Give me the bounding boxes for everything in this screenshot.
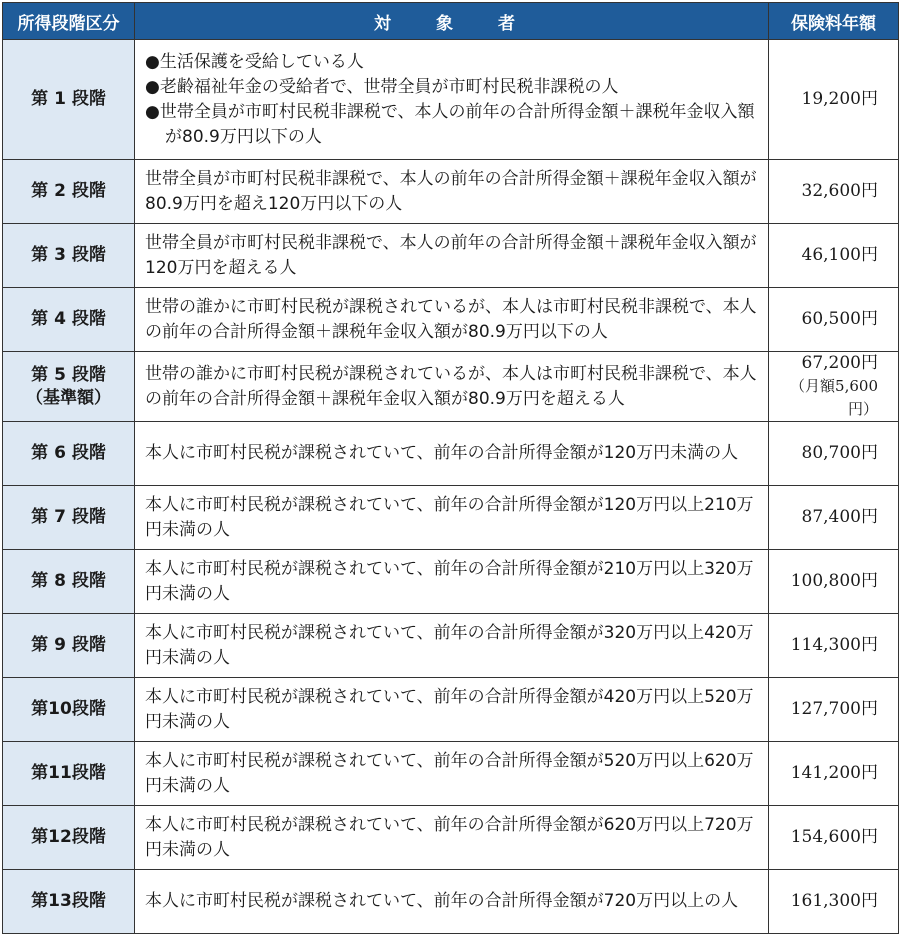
fee-amount: 67,200円 [801, 353, 878, 373]
target-text: 本人に市町村民税が課税されていて、前年の合計所得金額が720万円以上の人 [145, 891, 739, 911]
premium-table [2, 2, 899, 934]
table-row [3, 806, 899, 870]
target-cell [135, 742, 769, 806]
fee-monthly: （月額5,600円） [790, 377, 878, 418]
stage-cell [3, 160, 135, 224]
target-text: 世帯の誰かに市町村民税が課税されているが、本人は市町村民税非課税で、本人の前年の合計所得金額＋課税年金収入額が80.9万円以下の人 [145, 296, 757, 342]
fee-amount: 141,200円 [790, 763, 878, 783]
target-cell [135, 224, 769, 288]
table-row [3, 224, 899, 288]
stage-cell [3, 288, 135, 352]
table-row [3, 614, 899, 678]
stage-cell [3, 224, 135, 288]
target-cell [135, 870, 769, 934]
target-text: 本人に市町村民税が課税されていて、前年の合計所得金額が120万円未満の人 [145, 443, 739, 463]
stage-label: 第 4 段階 [31, 309, 106, 329]
stage-cell [3, 486, 135, 550]
target-text: ●老齢福祉年金の受給者で、世帯全員が市町村民税非課税の人 [145, 76, 619, 97]
stage-cell [3, 422, 135, 486]
target-text: 本人に市町村民税が課税されていて、前年の合計所得金額が120万円以上210万円未満の人 [145, 494, 754, 540]
header-row [3, 3, 899, 40]
table-row [3, 40, 899, 160]
table-row [3, 870, 899, 934]
fee-amount: 19,200円 [801, 89, 878, 109]
target-cell [135, 678, 769, 742]
fee-cell [769, 742, 899, 806]
stage-label: 第11段階 [31, 763, 106, 783]
target-text: ●世帯全員が市町村民税非課税で、本人の前年の合計所得金額＋課税年金収入額が80.9万円以下の人 [145, 101, 755, 147]
stage-cell [3, 614, 135, 678]
target-cell [135, 550, 769, 614]
stage-cell [3, 352, 135, 422]
target-text: 世帯全員が市町村民税非課税で、本人の前年の合計所得金額＋課税年金収入額が120万円を超える人 [145, 232, 757, 278]
target-text: 本人に市町村民税が課税されていて、前年の合計所得金額が320万円以上420万円未満の人 [145, 622, 754, 668]
stage-label: 第13段階 [31, 891, 106, 911]
fee-cell [769, 614, 899, 678]
stage-label: 第 7 段階 [31, 507, 106, 527]
target-cell [135, 352, 769, 422]
table-row [3, 288, 899, 352]
stage-label: 第10段階 [31, 699, 106, 719]
fee-amount: 32,600円 [801, 181, 878, 201]
fee-cell [769, 224, 899, 288]
fee-cell [769, 806, 899, 870]
target-text: 世帯の誰かに市町村民税が課税されているが、本人は市町村民税非課税で、本人の前年の合計所得金額＋課税年金収入額が80.9万円を超える人 [145, 363, 757, 409]
stage-cell [3, 678, 135, 742]
stage-label: 第12段階 [31, 827, 106, 847]
stage-label: 第 9 段階 [31, 635, 106, 655]
stage-cell [3, 742, 135, 806]
target-text: 本人に市町村民税が課税されていて、前年の合計所得金額が210万円以上320万円未満の人 [145, 558, 754, 604]
fee-cell [769, 40, 899, 160]
fee-amount: 100,800円 [790, 571, 878, 591]
target-cell [135, 288, 769, 352]
table-row [3, 160, 899, 224]
fee-amount: 80,700円 [801, 443, 878, 463]
target-text: 本人に市町村民税が課税されていて、前年の合計所得金額が520万円以上620万円未満の人 [145, 750, 754, 796]
target-text: 本人に市町村民税が課税されていて、前年の合計所得金額が620万円以上720万円未満の人 [145, 814, 754, 860]
fee-cell [769, 160, 899, 224]
fee-cell [769, 486, 899, 550]
stage-label: 第 5 段階 [31, 364, 106, 385]
table-row [3, 422, 899, 486]
fee-cell [769, 352, 899, 422]
target-cell [135, 422, 769, 486]
target-cell [135, 614, 769, 678]
stage-cell [3, 806, 135, 870]
target-cell [135, 486, 769, 550]
table-row [3, 742, 899, 806]
target-text: 世帯全員が市町村民税非課税で、本人の前年の合計所得金額＋課税年金収入額が80.9万円を超え120万円以下の人 [145, 168, 757, 214]
stage-cell [3, 870, 135, 934]
fee-amount: 161,300円 [790, 891, 878, 911]
stage-sublabel: （基準額） [26, 387, 111, 408]
stage-label: 第 2 段階 [31, 181, 106, 201]
stage-label: 第 3 段階 [31, 245, 106, 265]
target-cell [135, 806, 769, 870]
header-target: 対 象 者 [135, 3, 769, 40]
stage-cell [3, 40, 135, 160]
target-cell [135, 40, 769, 160]
fee-cell [769, 678, 899, 742]
fee-amount: 60,500円 [801, 309, 878, 329]
target-cell [135, 160, 769, 224]
target-text: ●生活保護を受給している人 [145, 51, 364, 72]
target-text: 本人に市町村民税が課税されていて、前年の合計所得金額が420万円以上520万円未満の人 [145, 686, 754, 732]
stage-label: 第 6 段階 [31, 443, 106, 463]
table-row [3, 678, 899, 742]
fee-cell [769, 288, 899, 352]
fee-cell [769, 550, 899, 614]
fee-amount: 46,100円 [801, 245, 878, 265]
fee-cell [769, 870, 899, 934]
fee-amount: 87,400円 [801, 507, 878, 527]
header-fee: 保険料年額 [769, 3, 899, 40]
fee-amount: 127,700円 [790, 699, 878, 719]
table-row [3, 352, 899, 422]
stage-cell [3, 550, 135, 614]
stage-label: 第 8 段階 [31, 571, 106, 591]
fee-amount: 114,300円 [790, 635, 878, 655]
table-row [3, 550, 899, 614]
table-row [3, 486, 899, 550]
fee-cell [769, 422, 899, 486]
stage-label: 第 1 段階 [31, 89, 106, 109]
fee-amount: 154,600円 [790, 827, 878, 847]
header-stage: 所得段階区分 [3, 3, 135, 40]
